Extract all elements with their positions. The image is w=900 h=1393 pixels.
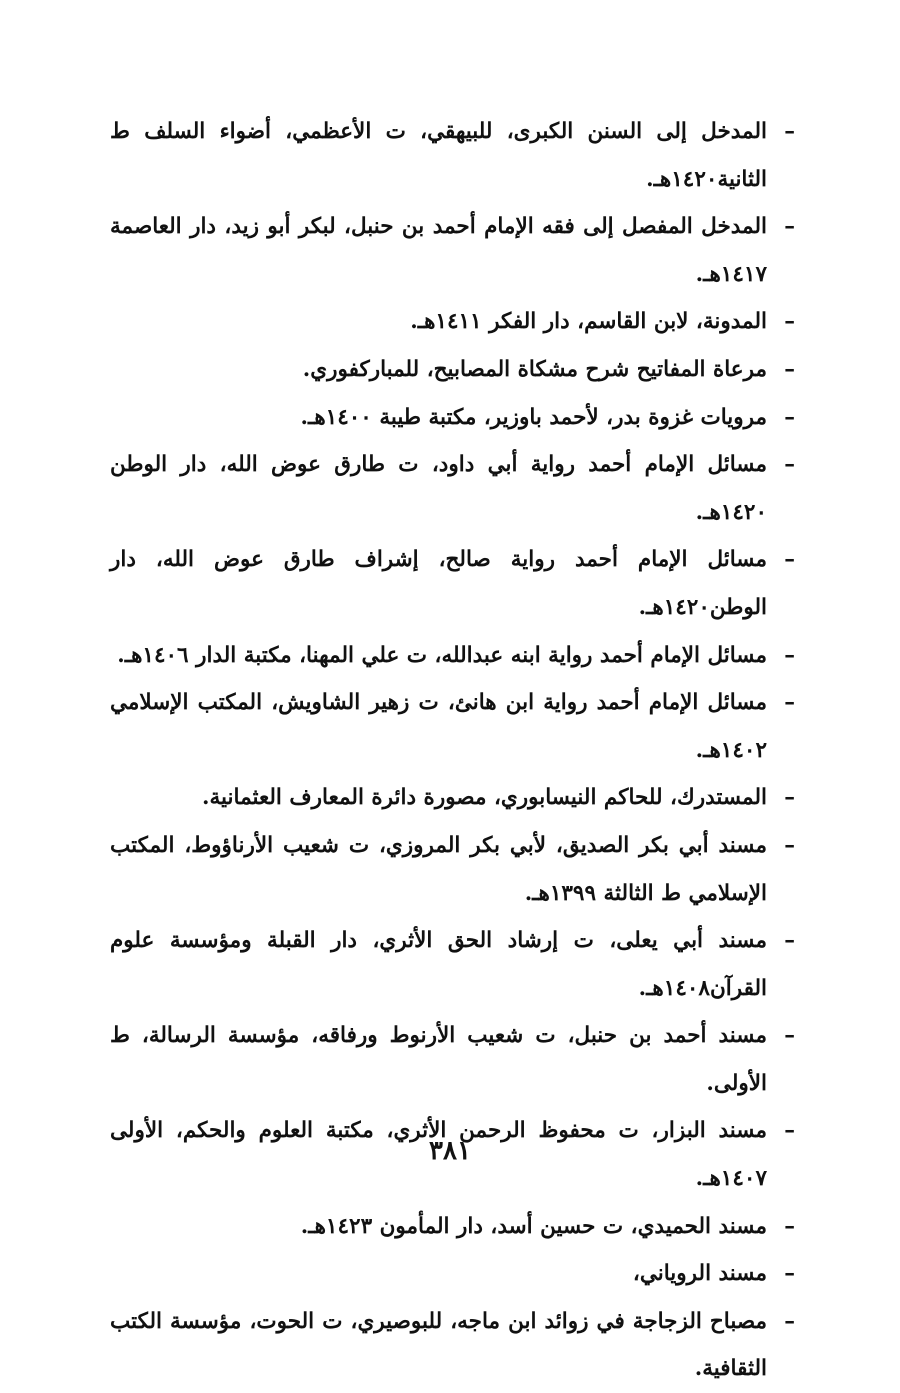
bibliography-entry xyxy=(110,203,795,298)
bibliography-entry xyxy=(110,679,795,774)
entry-bullet: – xyxy=(784,309,795,335)
entry-bullet: – xyxy=(784,1308,795,1334)
entry-bullet: – xyxy=(784,1023,795,1049)
bibliography-entry xyxy=(110,1012,795,1107)
entry-bullet: – xyxy=(784,642,795,668)
bibliography-entry xyxy=(110,1203,795,1251)
entry-bullet: – xyxy=(784,690,795,716)
entry-text: المدخل إلى السنن الكبرى، للبيهقي، ت الأعظمي، أضواء السلف ط الثانية١٤٢٠هـ. xyxy=(110,119,767,192)
entry-bullet: – xyxy=(784,1261,795,1287)
bibliography-entry xyxy=(110,108,795,203)
bibliography-entry xyxy=(110,1298,795,1393)
page-number: ٣٨١ xyxy=(429,1136,471,1166)
entry-text: مسند الروياني، xyxy=(632,1261,767,1287)
bibliography-entry xyxy=(110,298,795,346)
entry-text: مسائل الإمام أحمد رواية ابن هانئ، ت زهير الشاويش، المكتب الإسلامي ١٤٠٢هـ. xyxy=(110,690,767,763)
entry-bullet: – xyxy=(784,832,795,858)
entry-text: مسند أحمد بن حنبل، ت شعيب الأرنوط ورفاقه، مؤسسة الرسالة، ط الأولى. xyxy=(110,1023,767,1096)
bibliography-entry xyxy=(110,346,795,394)
entry-text: مسند البزار، ت محفوظ الرحمن الأثري، مكتبة العلوم والحكم، الأولى ١٤٠٧هـ. xyxy=(110,1118,767,1192)
entry-bullet: – xyxy=(784,214,795,240)
entry-bullet: – xyxy=(784,1213,795,1239)
entry-text: مسائل الإمام أحمد رواية أبي داود، ت طارق عوض الله، دار الوطن ١٤٢٠هـ. xyxy=(110,452,767,525)
bibliography-entry xyxy=(110,394,795,442)
entry-bullet: – xyxy=(784,452,795,478)
entry-bullet: – xyxy=(784,785,795,811)
entry-text: مسند الحميدي، ت حسين أسد، دار المأمون ١٤٢٣هـ. xyxy=(300,1213,767,1239)
bibliography-entry xyxy=(110,822,795,917)
entry-text: مرويات غزوة بدر، لأحمد باوزير، مكتبة طيبة ١٤٠٠هـ. xyxy=(300,404,767,430)
bibliography-entry xyxy=(110,441,795,536)
entry-text: مسند أبي بكر الصديق، لأبي بكر المروزي، ت شعيب الأرناؤوط، المكتب الإسلامي ط الثالثة ١٣٩٩هـ. xyxy=(110,832,767,906)
bibliography-entry xyxy=(110,1250,795,1298)
entry-bullet: – xyxy=(784,547,795,573)
entry-text: المدخل المفصل إلى فقه الإمام أحمد بن حنبل، لبكر أبو زيد، دار العاصمة ١٤١٧هـ. xyxy=(110,214,767,287)
entry-text: مسند أبي يعلى، ت إرشاد الحق الأثري، دار القبلة ومؤسسة علوم القرآن١٤٠٨هـ. xyxy=(110,928,767,1001)
entry-bullet: – xyxy=(784,119,795,144)
bibliography-list xyxy=(110,108,795,1393)
bibliography-entry xyxy=(110,774,795,822)
bibliography-entry xyxy=(110,917,795,1012)
bibliography-entry xyxy=(110,632,795,680)
entry-text: المدونة، لابن القاسم، دار الفكر ١٤١١هـ. xyxy=(410,309,767,335)
entry-text: المستدرك، للحاكم النيسابوري، مصورة دائرة المعارف العثمانية. xyxy=(202,785,767,811)
entry-text: مصباح الزجاجة في زوائد ابن ماجه، للبوصيري، ت الحوت، مؤسسة الكتب الثقافية. xyxy=(110,1308,767,1382)
entry-bullet: – xyxy=(784,404,795,430)
entry-bullet: – xyxy=(784,928,795,954)
entry-text: مسائل الإمام أحمد رواية ابنه عبدالله، ت علي المهنا، مكتبة الدار ١٤٠٦هـ. xyxy=(117,642,767,668)
bibliography-entry xyxy=(110,536,795,631)
entry-text: مسائل الإمام أحمد رواية صالح، إشراف طارق عوض الله، دار الوطن١٤٢٠هـ. xyxy=(110,547,767,620)
entry-text: مرعاة المفاتيح شرح مشكاة المصابيح، للمباركفوري. xyxy=(302,356,767,382)
entry-bullet: – xyxy=(784,356,795,382)
entry-bullet: – xyxy=(784,1118,795,1144)
